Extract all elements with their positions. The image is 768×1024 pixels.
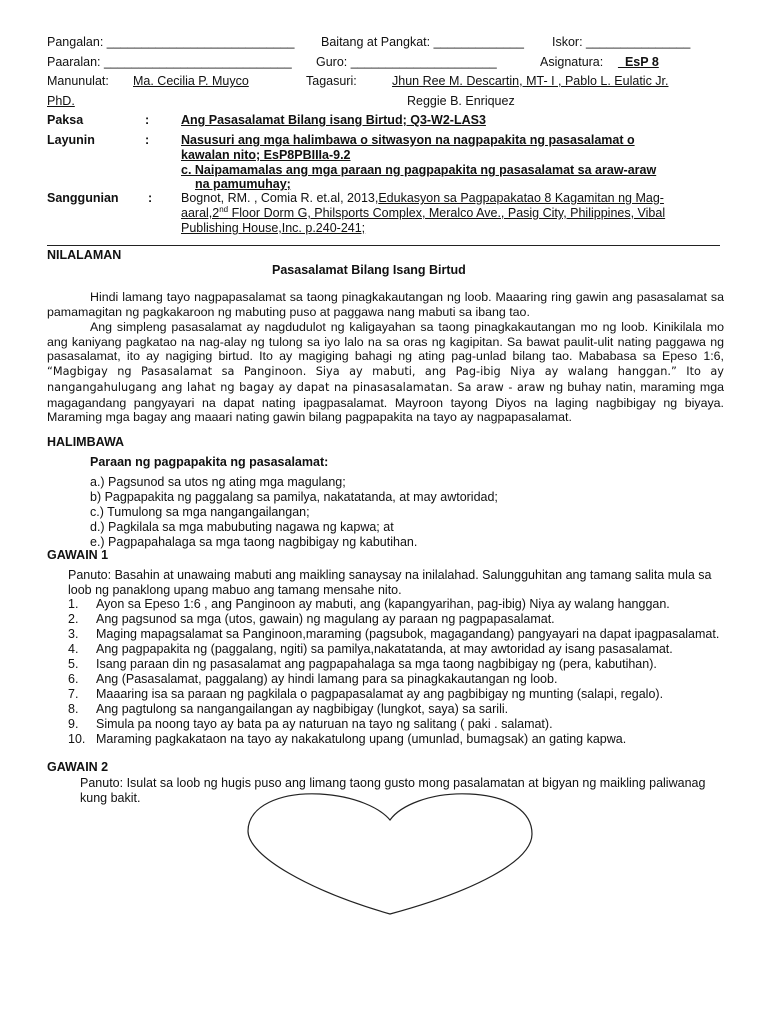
guro-field[interactable]: Guro: _____________________ bbox=[316, 55, 497, 69]
item-number: 8. bbox=[68, 702, 79, 716]
sanggunian-authors: Bognot, RM. , Comia R. et.al, 2013, bbox=[181, 191, 379, 205]
item-number: 10. bbox=[68, 732, 86, 746]
item-text: Ang (Pasasalamat, paggalang) ay hindi lamang para sa pinagkakautangan ng loob. bbox=[96, 672, 558, 686]
halimbawa-heading: HALIMBAWA bbox=[47, 435, 125, 449]
list-item bbox=[68, 612, 728, 627]
item-number: 1. bbox=[68, 597, 79, 611]
divider-line bbox=[47, 245, 720, 246]
halimbawa-subheading: Paraan ng pagpapakita ng pasasalamat: bbox=[90, 455, 329, 469]
halimbawa-list bbox=[90, 475, 498, 550]
sanggunian-line-2 bbox=[181, 206, 665, 221]
gawain1-heading: GAWAIN 1 bbox=[47, 548, 109, 562]
list-item bbox=[68, 732, 728, 747]
item-text: Isang paraan din ng pasasalamat ang pagpapahalaga sa mga taong nagbibigay ng (pera, kabutihan). bbox=[96, 657, 657, 671]
layunin-colon: : bbox=[145, 133, 150, 147]
list-item bbox=[68, 597, 728, 612]
layunin-c-line-2: na pamumuhay; bbox=[195, 177, 291, 191]
item-number: 9. bbox=[68, 717, 79, 731]
item-number: 5. bbox=[68, 657, 79, 671]
list-item bbox=[68, 717, 728, 732]
list-item bbox=[68, 642, 728, 657]
tagasuri-label: Tagasuri: bbox=[306, 74, 357, 88]
gawain1-panuto: Panuto: Basahin at unawaing mabuti ang maikling sanaysay na inilalahad. Salungguhitan ang tamang salita mula sa loob ng panaklong upang mabuo ang tamang mensahe nito. bbox=[68, 568, 712, 597]
list-item bbox=[68, 627, 728, 642]
item-text: Ang pagtulong sa nangangailangan ay nagbibigay (lungkot, saya) sa sarili. bbox=[96, 702, 509, 716]
item-text: Maging mapagsalamat sa Panginoon,maraming (pagsubok, magagandang) pangyayari na dapat ipagpasalamat. bbox=[96, 627, 720, 641]
pangalan-field[interactable]: Pangalan: ___________________________ bbox=[47, 35, 295, 49]
iskor-field[interactable]: Iskor: _______________ bbox=[552, 35, 691, 49]
paaralan-field[interactable]: Paaralan: ___________________________ bbox=[47, 55, 292, 69]
item-text: Maraming pagkakataon na tayo ay nakakatulong upang (umunlad, bumagsak) an gating kapwa. bbox=[96, 732, 627, 746]
sanggunian-line-2-b: Floor Dorm G, Philsports Complex, Meralco Ave., Pasig City, Philippines, Vibal bbox=[228, 206, 666, 220]
epeso-quote: “Magbigay ng Pasasalamat sa Panginoon. Siya ay mabuti, ang Pag-ibig Niya ay walang hanggan.” Ito ay nangangahulugang ang lahat ng bagay ay dapat na pinasasalamatan. Sa araw - araw bbox=[47, 365, 724, 394]
layunin-line-2: kawalan nito; EsP8PBIIIa-9.2 bbox=[181, 148, 351, 162]
nilalaman-paragraph-2 bbox=[47, 320, 724, 425]
phd-text: PhD. bbox=[47, 94, 75, 108]
nilalaman-paragraph-1: Hindi lamang tayo nagpapasalamat sa taong pinagkakautangan ng loob. Maaaring ring gawin ang pasasalamat sa pamamagitan ng pagkakaroon ng mabuting puso at paggawa nang mabuti sa ibang tao. bbox=[47, 290, 724, 319]
sanggunian-colon: : bbox=[148, 191, 153, 205]
sanggunian-line-2-a: aaral,2 bbox=[181, 206, 220, 220]
item-number: 3. bbox=[68, 627, 79, 641]
layunin-label: Layunin bbox=[47, 133, 95, 147]
gawain2-panuto: Panuto: Isulat sa loob ng hugis puso ang limang taong gusto mong pasalamatan at bigyan ng maikling paliwanag kung bakit. bbox=[80, 776, 706, 805]
baitang-field[interactable]: Baitang at Pangkat: _____________ bbox=[321, 35, 524, 49]
heart-answer-area[interactable] bbox=[240, 786, 540, 922]
list-item bbox=[68, 702, 728, 717]
nilalaman-heading: NILALAMAN bbox=[47, 248, 122, 262]
heart-icon bbox=[248, 794, 532, 914]
layunin-line-1: Nasusuri ang mga halimbawa o sitwasyon na nagpapakita ng pasasalamat o bbox=[181, 133, 635, 147]
list-item bbox=[68, 672, 728, 687]
gawain2-heading: GAWAIN 2 bbox=[47, 760, 109, 774]
sanggunian-label: Sanggunian bbox=[47, 191, 119, 205]
nilalaman-title: Pasasalamat Bilang Isang Birtud bbox=[272, 263, 466, 277]
item-text: Ang pagsunod sa mga (utos, gawain) ng magulang ay paraan ng pagpapasalamat. bbox=[96, 612, 555, 626]
paragraph-2-start: Ang simpleng pasasalamat ay nagdudulot ng kaligayahan sa taong pinagkakautangan mo ng loob. Kinikilala mo ang kaniyang pagkatao na nag-alay ng tulong sa iyo lalo na sa oras ng kagipitan. Sa bawat paulit-ulit nating paggawa ng pasasalamat, ito ay nagiging birtud. Ito ay magiging bahagi ng ating pag-unlad bilang tao. Mababasa sa Epeso 1:6, bbox=[47, 320, 724, 364]
sanggunian-book-title: Edukasyon sa Pagpapakatao 8 Kagamitan ng Mag- bbox=[378, 191, 664, 205]
sanggunian-line-3: Publishing House,Inc. p.240-241; bbox=[181, 221, 366, 235]
item-number: 6. bbox=[68, 672, 79, 686]
sanggunian-sup: nd bbox=[219, 204, 229, 214]
asignatura-label: Asignatura: bbox=[540, 55, 604, 69]
manunulat-label: Manunulat: bbox=[47, 74, 109, 88]
paksa-colon: : bbox=[145, 113, 150, 127]
manunulat-value: Ma. Cecilia P. Muyco bbox=[133, 74, 249, 88]
asignatura-value: _EsP 8 bbox=[618, 55, 659, 69]
list-item: c.) Tumulong sa mga nangangailangan; bbox=[90, 505, 310, 519]
item-text: Maaaring isa sa paraan ng pagkilala o pagpapasalamat ay ang pagbibigay ng munting (salapi, regalo). bbox=[96, 687, 664, 701]
tagasuri-value-2: Reggie B. Enriquez bbox=[407, 94, 515, 108]
list-item bbox=[68, 657, 728, 672]
list-item bbox=[68, 687, 728, 702]
paksa-value: Ang Pasasalamat Bilang isang Birtud; Q3-W2-LAS3 bbox=[181, 113, 486, 127]
item-text: Ayon sa Epeso 1:6 , ang Panginoon ay mabuti, ang (kapangyarihan, pag-ibig) Niya ay walang hanggan. bbox=[96, 597, 670, 611]
list-item: d.) Pagkilala sa mga mabubuting nagawa ng kapwa; at bbox=[90, 520, 394, 534]
list-item: a.) Pagsunod sa utos ng ating mga magulang; bbox=[90, 475, 346, 489]
layunin-c-line-1: c. Naipamamalas ang mga paraan ng pagpapakita ng pasasalamat sa araw-araw bbox=[181, 163, 657, 177]
paragraph-2-end: ng buhay natin, maraming mga magagandang pangyayari na dapat nating ipagpasalamat. Mayroon tayong Diyos na laging nagbibigay ng biyaya. Maraming mga bagay ang maaari nating gawin bilang pagpapakita na tayo ay nagpapasalamat. bbox=[47, 379, 724, 425]
sanggunian-line-1 bbox=[181, 191, 664, 206]
item-text: Simula pa noong tayo ay bata pa ay naturuan na tayo ng salitang ( paki . salamat). bbox=[96, 717, 553, 731]
list-item: e.) Pagpapahalaga sa mga taong nagbibigay ng kabutihan. bbox=[90, 535, 418, 549]
list-item: b) Pagpapakita ng paggalang sa pamilya, nakatatanda, at may awtoridad; bbox=[90, 490, 498, 504]
item-number: 2. bbox=[68, 612, 79, 626]
paksa-label: Paksa bbox=[47, 113, 84, 127]
item-number: 7. bbox=[68, 687, 79, 701]
tagasuri-value: Jhun Ree M. Descartin, MT- I , Pablo L. Eulatic Jr. bbox=[392, 74, 669, 88]
item-text: Ang pagpapakita ng (paggalang, ngiti) sa pamilya,nakatatanda, at may awtoridad ay isang pasasalamat. bbox=[96, 642, 673, 656]
gawain1-list bbox=[68, 597, 728, 747]
item-number: 4. bbox=[68, 642, 79, 656]
